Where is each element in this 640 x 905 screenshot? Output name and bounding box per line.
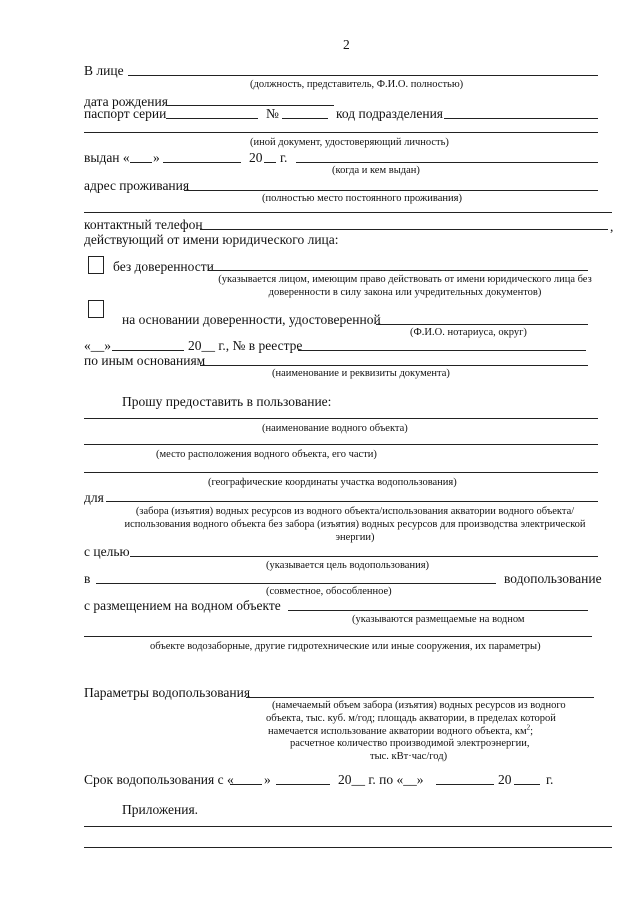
label-term-end: г. xyxy=(546,772,554,787)
term-to-month-field[interactable] xyxy=(436,784,494,785)
issued-close-quote: » xyxy=(153,150,160,165)
label-phone: контактный телефон xyxy=(84,217,203,232)
hint-v-litse: (должность, представитель, Ф.И.О. полностью) xyxy=(250,79,464,90)
issued-year-field[interactable] xyxy=(264,162,276,163)
label-passport-no: № xyxy=(266,106,279,121)
hint-params-3: намечается использование акватории водного объекта, $км^2$; xyxy=(268,723,534,737)
hint-goal: (указывается цель водопользования) xyxy=(266,560,430,571)
water-location-field[interactable] xyxy=(84,444,598,445)
hint-purpose-type: (забора (изъятия) водных ресурсов из водного объекта/использования акватории водного объекта/ использования водного объекта без забора (изъятия) водных ресурсов для производства электрической энергии) xyxy=(124,506,586,543)
label-request: Прошу предоставить в пользование: xyxy=(122,394,332,409)
hint-params-4: расчетное количество производимой электроэнергии, xyxy=(290,738,530,749)
label-division-code: код подразделения xyxy=(336,106,444,121)
hint-params-1: (намечаемый объем забора (изъятия) водных ресурсов из водного xyxy=(272,700,566,711)
hint-placement: (указываются размещаемые на водном xyxy=(352,614,525,625)
purpose-type-field[interactable] xyxy=(106,501,598,502)
label-passport-series: паспорт серии xyxy=(84,106,167,121)
term-from-month-field[interactable] xyxy=(276,784,330,785)
no-poa-field[interactable] xyxy=(208,270,588,271)
registry-month-field[interactable] xyxy=(112,350,184,351)
registry-number-field[interactable] xyxy=(298,350,586,351)
hint-params-2: объекта, тыс. куб. м/год; площадь акватории, в пределах которой xyxy=(266,713,556,724)
structures-field[interactable] xyxy=(84,636,592,637)
label-term-year-2: 20 xyxy=(498,772,512,787)
passport-number-field[interactable] xyxy=(282,118,328,119)
by-poa-checkbox[interactable] xyxy=(88,300,104,318)
other-doc-field[interactable] xyxy=(84,132,598,133)
issued-month-field[interactable] xyxy=(163,162,241,163)
phone-comma: , xyxy=(610,219,614,234)
page-number: 2 xyxy=(343,37,350,52)
passport-series-field[interactable] xyxy=(166,118,258,119)
label-placement: с размещением на водном объекте xyxy=(84,598,281,613)
issued-by-field[interactable] xyxy=(296,162,598,163)
label-issued: выдан « xyxy=(84,150,130,165)
label-by-poa: на основании доверенности, удостоверенной xyxy=(122,312,381,327)
placement-field[interactable] xyxy=(288,610,588,611)
birth-date-field[interactable] xyxy=(166,105,334,106)
label-params: Параметры водопользования xyxy=(84,685,251,700)
term-to-year-field[interactable] xyxy=(514,784,540,785)
label-goal: с целью xyxy=(84,544,130,559)
label-address: адрес проживания xyxy=(84,178,190,193)
label-v-litse: В лице xyxy=(84,63,124,78)
label-water-use: водопользование xyxy=(504,571,602,586)
term-close-quote: » xyxy=(264,772,271,787)
label-registry: 20__ г., № в реестре xyxy=(188,338,303,353)
attachments-field-2[interactable] xyxy=(84,847,612,848)
hint-other-doc: (иной документ, удостоверяющий личность) xyxy=(250,137,449,148)
hint-geo: (географические координаты участка водопользования) xyxy=(208,477,457,488)
hint-notary: (Ф.И.О. нотариуса, округ) xyxy=(410,327,527,338)
label-term-year: 20__ г. по «__» xyxy=(338,772,424,787)
issued-year-suffix: г. xyxy=(280,150,288,165)
division-code-field[interactable] xyxy=(444,118,598,119)
hint-joint: (совместное, обособленное) xyxy=(266,586,392,597)
hint-no-poa: (указывается лицом, имеющим право действовать от имени юридического лица без доверенности в силу закона или учредительных документов) xyxy=(218,274,592,298)
label-no-poa: без доверенности xyxy=(113,259,214,274)
registry-quote: «__» xyxy=(84,338,111,353)
address-field-2[interactable] xyxy=(84,212,612,213)
use-kind-field[interactable] xyxy=(96,583,496,584)
hint-issued: (когда и кем выдан) xyxy=(332,165,420,176)
notary-field[interactable] xyxy=(376,324,588,325)
issued-year-prefix: 20 xyxy=(249,150,263,165)
v-litse-field[interactable] xyxy=(128,75,598,76)
other-grounds-field[interactable] xyxy=(200,365,588,366)
address-field[interactable] xyxy=(184,190,598,191)
goal-field[interactable] xyxy=(130,556,598,557)
params-field[interactable] xyxy=(246,697,594,698)
hint-water-name: (наименование водного объекта) xyxy=(262,423,408,434)
label-term-from: Срок водопользования с « xyxy=(84,772,234,787)
water-name-field[interactable] xyxy=(84,418,598,419)
no-poa-checkbox[interactable] xyxy=(88,256,104,274)
hint-address: (полностью место постоянного проживания) xyxy=(262,193,462,204)
label-birth-date: дата рождения xyxy=(84,94,168,109)
geo-field[interactable] xyxy=(84,472,598,473)
label-other-grounds: по иным основаниям xyxy=(84,353,206,368)
hint-params-5: тыс. кВт·час/год) xyxy=(370,751,448,762)
hint-structures: объекте водозаборные, другие гидротехнические или иные сооружения, их параметры) xyxy=(150,641,541,652)
label-attachments: Приложения. xyxy=(122,802,199,817)
issued-day-field[interactable] xyxy=(130,162,152,163)
hint-other-grounds: (наименование и реквизиты документа) xyxy=(272,368,450,379)
label-in: в xyxy=(84,571,91,586)
phone-field[interactable] xyxy=(200,229,608,230)
attachments-field-1[interactable] xyxy=(84,826,612,827)
term-from-day-field[interactable] xyxy=(230,784,262,785)
label-acting-for: действующий от имени юридического лица: xyxy=(84,232,339,247)
label-for: для xyxy=(84,490,104,505)
hint-water-location: (место расположения водного объекта, его части) xyxy=(156,449,377,460)
